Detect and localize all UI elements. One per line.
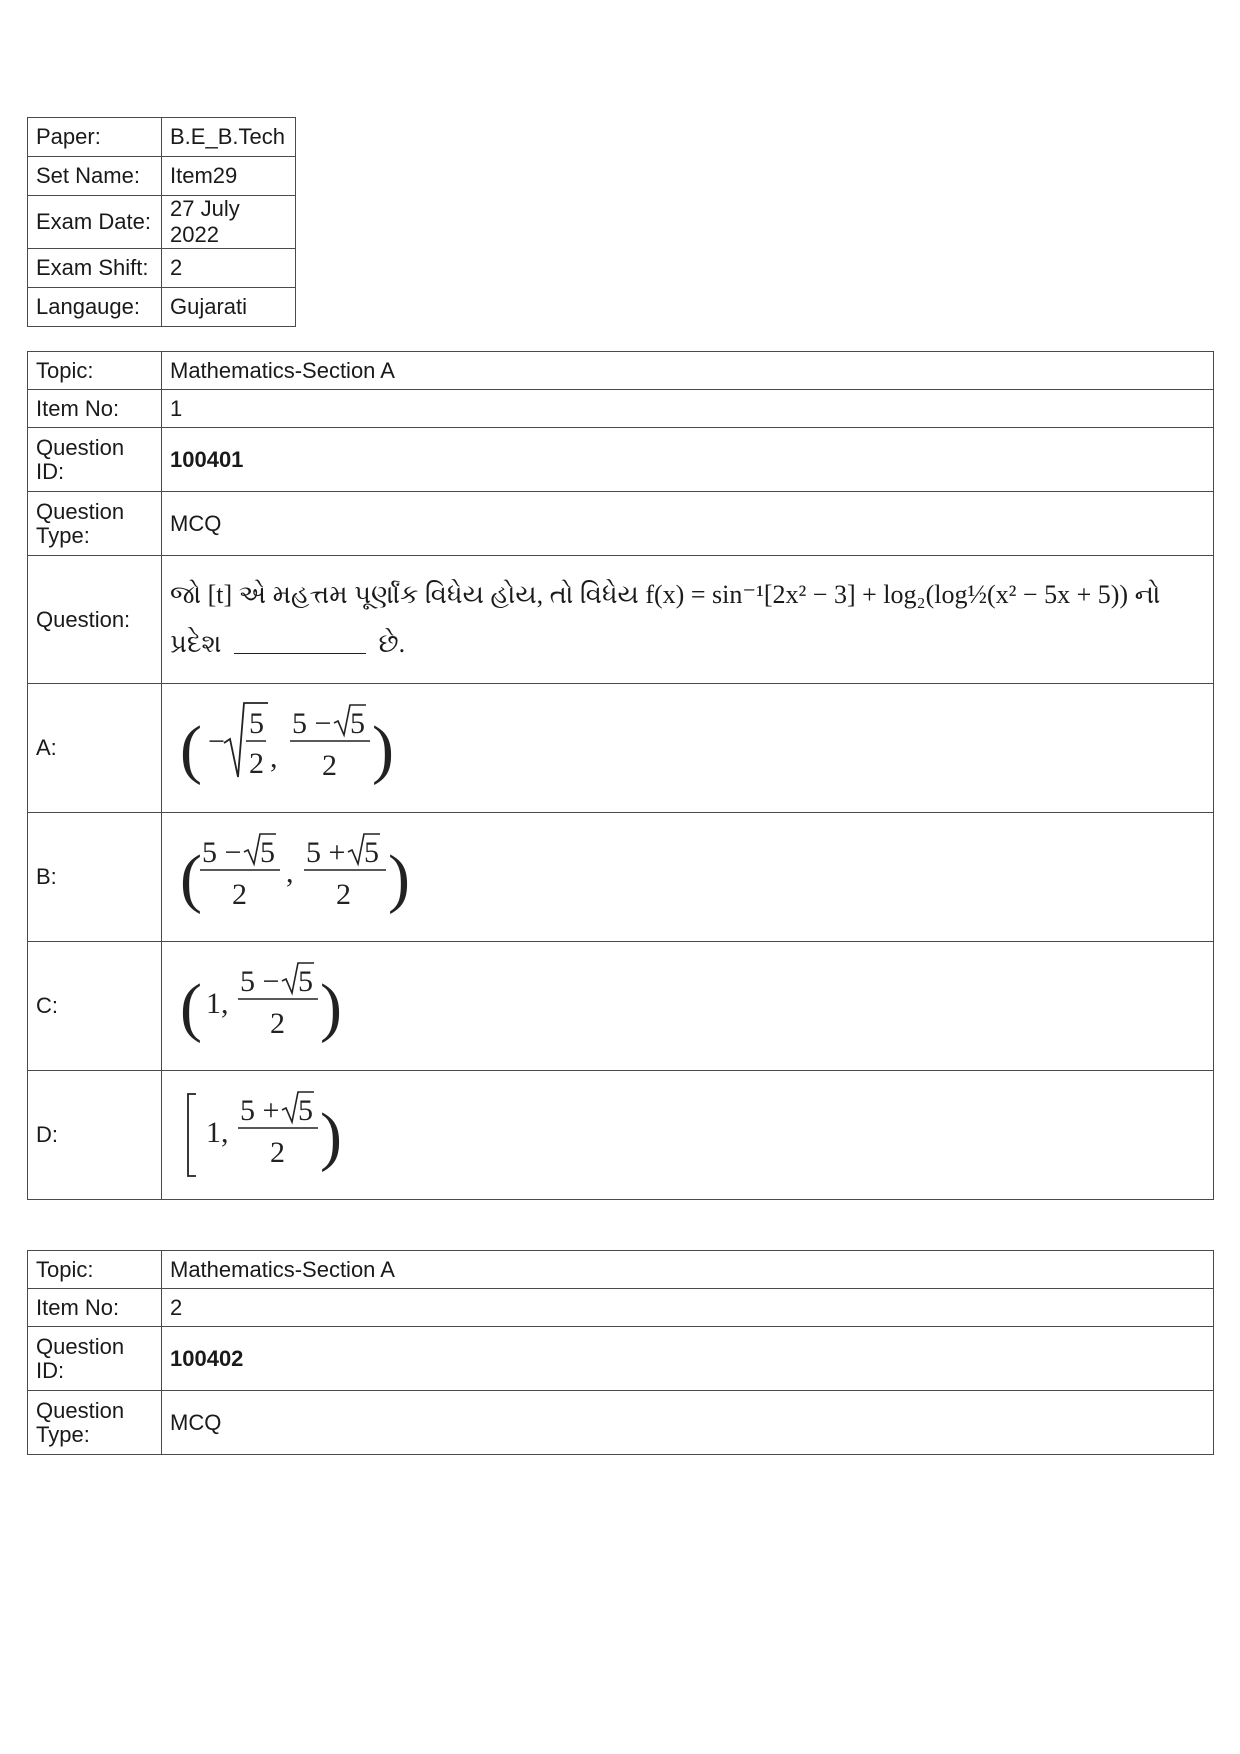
q1-option-c-label: C: bbox=[28, 942, 162, 1071]
q2-id-row bbox=[28, 1327, 1214, 1391]
option-c-formula bbox=[180, 951, 400, 1061]
q1-option-a-label: A: bbox=[28, 684, 162, 813]
q1-option-d bbox=[162, 1071, 1214, 1200]
q1-question-label: Question: bbox=[28, 556, 162, 684]
meta-row-set bbox=[28, 157, 296, 196]
exam-meta-table bbox=[27, 117, 296, 327]
svg-text:(: ( bbox=[180, 842, 202, 915]
svg-text:2: 2 bbox=[322, 749, 337, 782]
q1-id-row bbox=[28, 428, 1214, 492]
q1-item-row bbox=[28, 390, 1214, 428]
svg-text:5: 5 bbox=[350, 707, 365, 740]
q2-item-value: 2 bbox=[162, 1289, 1214, 1327]
q1-option-c bbox=[162, 942, 1214, 1071]
question-2-table bbox=[27, 1250, 1214, 1455]
svg-text:2: 2 bbox=[270, 1136, 285, 1169]
q1-type-value: MCQ bbox=[162, 492, 1214, 556]
q1-option-b-label: B: bbox=[28, 813, 162, 942]
svg-text:5 +: 5 + bbox=[306, 836, 346, 869]
svg-text:5 −: 5 − bbox=[240, 965, 280, 998]
q1-question-row bbox=[28, 556, 1214, 684]
q1-id-value: 100401 bbox=[162, 428, 1214, 492]
svg-text:−: − bbox=[208, 725, 225, 758]
svg-text:1,: 1, bbox=[206, 987, 229, 1020]
q1-option-b bbox=[162, 813, 1214, 942]
meta-paper-value: B.E_B.Tech bbox=[162, 118, 296, 157]
svg-text:): ) bbox=[320, 971, 342, 1044]
svg-text:): ) bbox=[372, 713, 394, 786]
q2-topic-row bbox=[28, 1251, 1214, 1289]
meta-language-label: Langauge: bbox=[28, 288, 162, 327]
q1-question-pre: જો [t] એ મહત્તમ પૂર્ણાંક વિધેય હોય, તો વિધેય bbox=[170, 580, 639, 610]
q1-option-d-label: D: bbox=[28, 1071, 162, 1200]
svg-text:5 −: 5 − bbox=[202, 836, 242, 869]
q2-type-value: MCQ bbox=[162, 1391, 1214, 1455]
q2-item-row bbox=[28, 1289, 1214, 1327]
svg-text:2: 2 bbox=[270, 1007, 285, 1040]
meta-row-language bbox=[28, 288, 296, 327]
q1-question-mid: નો પ્રદેશ bbox=[170, 580, 1161, 658]
q1-question-formula: f(x) = sin⁻¹[2x² − 3] + log₂(log½(x² − 5x + 5)) bbox=[645, 580, 1129, 610]
meta-language-value: Gujarati bbox=[162, 288, 296, 327]
q1-option-d-row bbox=[28, 1071, 1214, 1200]
svg-text:2: 2 bbox=[232, 878, 247, 911]
meta-shift-label: Exam Shift: bbox=[28, 249, 162, 288]
q2-topic-value: Mathematics-Section A bbox=[162, 1251, 1214, 1289]
svg-text:(: ( bbox=[180, 713, 202, 786]
option-d-formula bbox=[180, 1080, 400, 1190]
svg-text:): ) bbox=[388, 842, 410, 915]
q1-topic-value: Mathematics-Section A bbox=[162, 352, 1214, 390]
q2-type-label: Question Type: bbox=[28, 1391, 162, 1455]
svg-text:(: ( bbox=[180, 971, 202, 1044]
option-a-formula bbox=[180, 693, 440, 803]
meta-set-label: Set Name: bbox=[28, 157, 162, 196]
q1-item-label: Item No: bbox=[28, 390, 162, 428]
svg-text:5 −: 5 − bbox=[292, 707, 332, 740]
svg-text:5: 5 bbox=[298, 1094, 313, 1127]
meta-shift-value: 2 bbox=[162, 249, 296, 288]
q1-item-value: 1 bbox=[162, 390, 1214, 428]
meta-row-date bbox=[28, 196, 296, 249]
question-1-table bbox=[27, 351, 1214, 1200]
svg-text:,: , bbox=[270, 741, 278, 774]
q1-topic-label: Topic: bbox=[28, 352, 162, 390]
svg-text:5: 5 bbox=[260, 836, 275, 869]
meta-row-paper bbox=[28, 118, 296, 157]
meta-row-shift bbox=[28, 249, 296, 288]
q1-type-row bbox=[28, 492, 1214, 556]
q1-topic-row bbox=[28, 352, 1214, 390]
q1-question-text bbox=[162, 556, 1214, 684]
svg-text:,: , bbox=[286, 856, 294, 889]
svg-text:5: 5 bbox=[364, 836, 379, 869]
svg-text:5: 5 bbox=[249, 707, 264, 740]
q2-item-label: Item No: bbox=[28, 1289, 162, 1327]
meta-paper-label: Paper: bbox=[28, 118, 162, 157]
q1-option-a-row bbox=[28, 684, 1214, 813]
option-b-formula bbox=[180, 822, 480, 932]
q2-id-value: 100402 bbox=[162, 1327, 1214, 1391]
meta-date-label: Exam Date: bbox=[28, 196, 162, 249]
q2-type-row bbox=[28, 1391, 1214, 1455]
q1-option-a bbox=[162, 684, 1214, 813]
meta-date-value: 27 July 2022 bbox=[162, 196, 296, 249]
q1-type-label: Question Type: bbox=[28, 492, 162, 556]
q1-option-b-row bbox=[28, 813, 1214, 942]
svg-text:1,: 1, bbox=[206, 1116, 229, 1149]
q1-id-label: Question ID: bbox=[28, 428, 162, 492]
q2-id-label: Question ID: bbox=[28, 1327, 162, 1391]
meta-set-value: Item29 bbox=[162, 157, 296, 196]
q1-option-c-row bbox=[28, 942, 1214, 1071]
q1-answer-blank bbox=[234, 653, 366, 654]
q2-topic-label: Topic: bbox=[28, 1251, 162, 1289]
svg-text:2: 2 bbox=[336, 878, 351, 911]
q1-question-end: છે. bbox=[378, 628, 406, 658]
svg-text:5: 5 bbox=[298, 965, 313, 998]
svg-text:5 +: 5 + bbox=[240, 1094, 280, 1127]
svg-text:): ) bbox=[320, 1100, 342, 1173]
svg-text:2: 2 bbox=[249, 747, 264, 780]
